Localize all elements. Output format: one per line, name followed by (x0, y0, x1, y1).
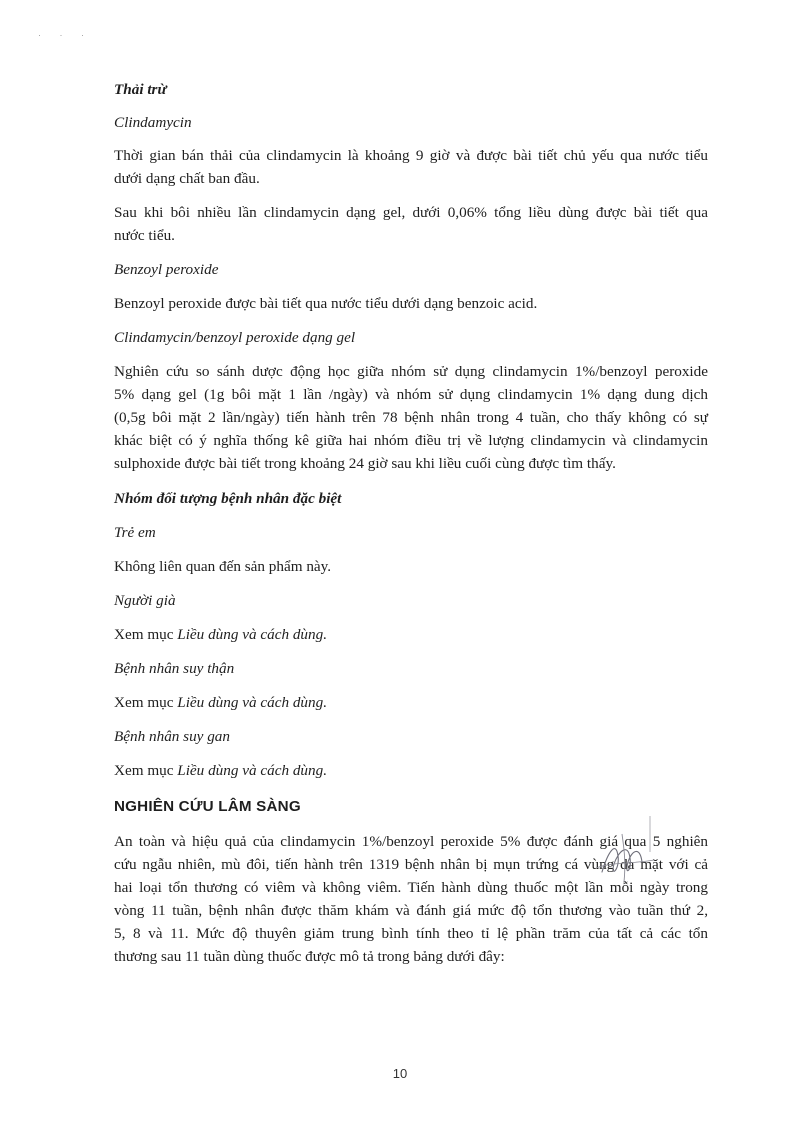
dosage-reference: Liều dùng và cách dùng. (177, 626, 328, 643)
children-subheading: Trẻ em (114, 524, 156, 541)
gel-paragraph (114, 360, 708, 475)
dosage-reference: Liều dùng và cách dùng. (177, 762, 328, 779)
clindamycin-paragraph-2 (114, 201, 708, 247)
text-line: Nghiên cứu so sánh dược động học giữa nhóm sử dụng clindamycin 1%/benzoyl peroxide (114, 363, 708, 380)
see-prefix: Xem mục (114, 762, 178, 779)
text-line: Sau khi bôi nhiều lần clindamycin dạng gel, dưới 0,06% tổng liều dùng được bài tiết qua (114, 204, 708, 221)
renal-subheading: Bệnh nhân suy thận (114, 660, 235, 677)
special-populations-heading: Nhóm đối tượng bệnh nhân đặc biệt (114, 490, 342, 507)
renal-text (114, 691, 708, 714)
text-line: khác biệt có ý nghĩa thống kê giữa hai nhóm điều trị về lượng clindamycin và clindamycin (114, 432, 708, 449)
text-line: 5, 8 và 11. Mức độ thuyên giảm trung bình tính theo tỉ lệ phần trăm của tất cả các tổn (114, 925, 708, 942)
text-line: 5% dạng gel (1g bôi mặt 1 lần /ngày) và nhóm sử dụng clindamycin 1% dạng dung dịch (114, 386, 708, 403)
gel-subheading: Clindamycin/benzoyl peroxide dạng gel (114, 329, 356, 346)
handwritten-signature (588, 812, 668, 902)
text-line: hai loại tổn thương có viêm và không viêm. Tiến hành dùng thuốc một lần mỗi ngày trong (114, 879, 708, 896)
see-prefix: Xem mục (114, 694, 178, 711)
benzoyl-paragraph: Benzoyl peroxide được bài tiết qua nước tiểu dưới dạng benzoic acid. (114, 295, 538, 312)
benzoyl-subheading: Benzoyl peroxide (114, 261, 219, 278)
text-line: vòng 11 tuần, bệnh nhân được thăm khám và đánh giá mức độ tổn thương vào tuần thứ 2, (114, 902, 708, 919)
page-number: 10 (392, 1066, 408, 1081)
elimination-heading: Thải trừ (114, 81, 167, 98)
elderly-subheading: Người già (114, 592, 176, 609)
clindamycin-paragraph-1 (114, 144, 708, 190)
clindamycin-subheading: Clindamycin (114, 114, 192, 131)
elderly-text (114, 623, 708, 646)
text-line: (0,5g bôi mặt 2 lần/ngày) tiến hành trên 78 bệnh nhân trong 4 tuần, cho thấy không có sự (114, 409, 708, 426)
scan-corner-mark: · · · (38, 30, 92, 40)
text-line: cứu ngẫu nhiên, mù đôi, tiến hành trên 1319 bệnh nhân bị mụn trứng cá vùng da mặt với cả (114, 856, 708, 873)
hepatic-text (114, 759, 708, 782)
see-prefix: Xem mục (114, 626, 178, 643)
text-line: An toàn và hiệu quả của clindamycin 1%/benzoyl peroxide 5% được đánh giá qua 5 nghiên (114, 833, 708, 850)
dosage-reference: Liều dùng và cách dùng. (177, 694, 328, 711)
children-text: Không liên quan đến sản phẩm này. (114, 558, 332, 575)
text-line: thương sau 11 tuần dùng thuốc được mô tả trong bảng dưới đây: (114, 948, 505, 965)
hepatic-subheading: Bệnh nhân suy gan (114, 728, 230, 745)
text-line: Thời gian bán thải của clindamycin là khoảng 9 giờ và được bài tiết chủ yếu qua nước tiểu (114, 147, 708, 164)
text-line: nước tiểu. (114, 227, 175, 244)
clinical-studies-heading: NGHIÊN CỨU LÂM SÀNG (114, 798, 301, 815)
text-line: sulphoxide được bài tiết trong khoảng 24 giờ sau khi liều cuối cùng được tìm thấy. (114, 455, 616, 472)
text-line: dưới dạng chất ban đầu. (114, 170, 260, 187)
